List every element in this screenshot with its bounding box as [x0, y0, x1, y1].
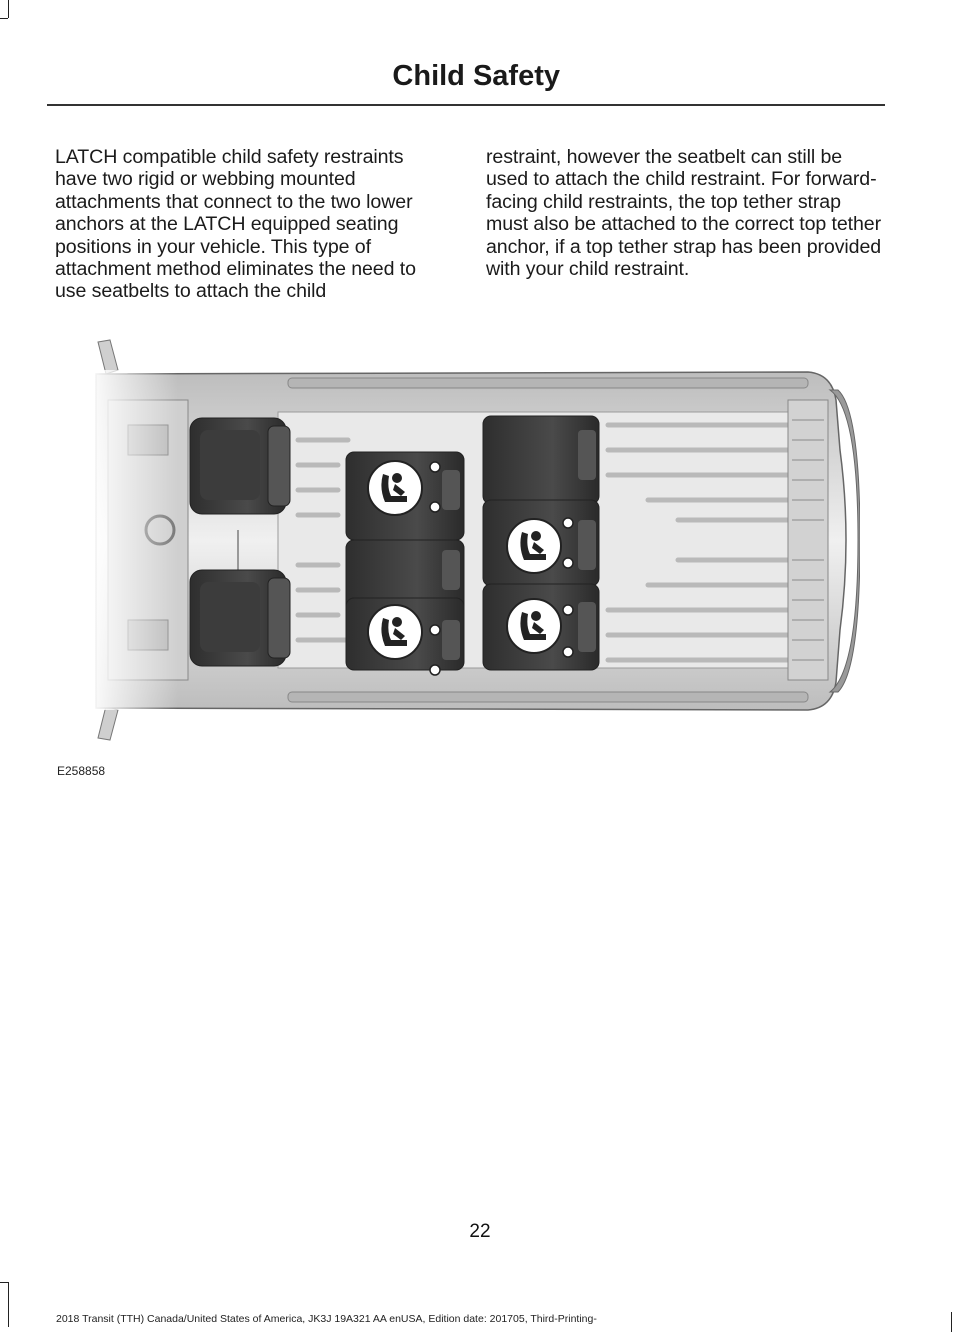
roof-rail-bottom: [288, 692, 808, 702]
child-seat-icon: [507, 519, 561, 573]
body-column-left: [55, 146, 450, 303]
body-column-right: [486, 146, 886, 280]
side-mirror-bottom: [98, 706, 118, 740]
edition-footer: 2018 Transit (TTH) Canada/United States of America, JK3J 19A321 AA enUSA, Edition date: 201705, Third-Printing-: [56, 1313, 597, 1325]
body-paragraph-left: LATCH compatible child safety restraints have two rigid or webbing mounted attachments that connect to the two lower anchors at the LATCH equipped seating positions in your vehicle. This type of attachment method eliminates the need to use seatbelts to attach the child: [55, 146, 416, 303]
body-paragraph-right: restraint, however the seatbelt can still be used to attach the child restraint. For forward-facing child restraints, the top tether strap must also be attached to the correct top tether anchor, if a top tether strap has been provided with your child restraint.: [486, 146, 882, 281]
rear-door: [788, 400, 828, 680]
child-seat-icon: [368, 605, 422, 659]
page-number: 22: [469, 1221, 491, 1242]
child-seat-icon: [507, 599, 561, 653]
header-divider: [47, 104, 885, 106]
page-title: Child Safety: [392, 60, 560, 92]
figure-code: E258858: [57, 764, 106, 778]
side-mirror-top: [98, 340, 118, 374]
roof-rail-top: [288, 378, 808, 388]
van-seating-diagram: [88, 330, 860, 750]
crop-mark-top-left-v: [8, 0, 9, 18]
child-seat-icon: [368, 461, 422, 515]
crop-mark-bottom-left-v: [8, 1282, 9, 1327]
passenger-seat: [190, 570, 290, 666]
crop-mark-bottom-right-v: [951, 1312, 952, 1332]
crop-mark-bottom-left-h: [0, 1282, 8, 1283]
windshield-fade: [88, 370, 178, 710]
driver-seat: [190, 418, 290, 514]
crop-mark-top-left-h: [0, 18, 8, 19]
